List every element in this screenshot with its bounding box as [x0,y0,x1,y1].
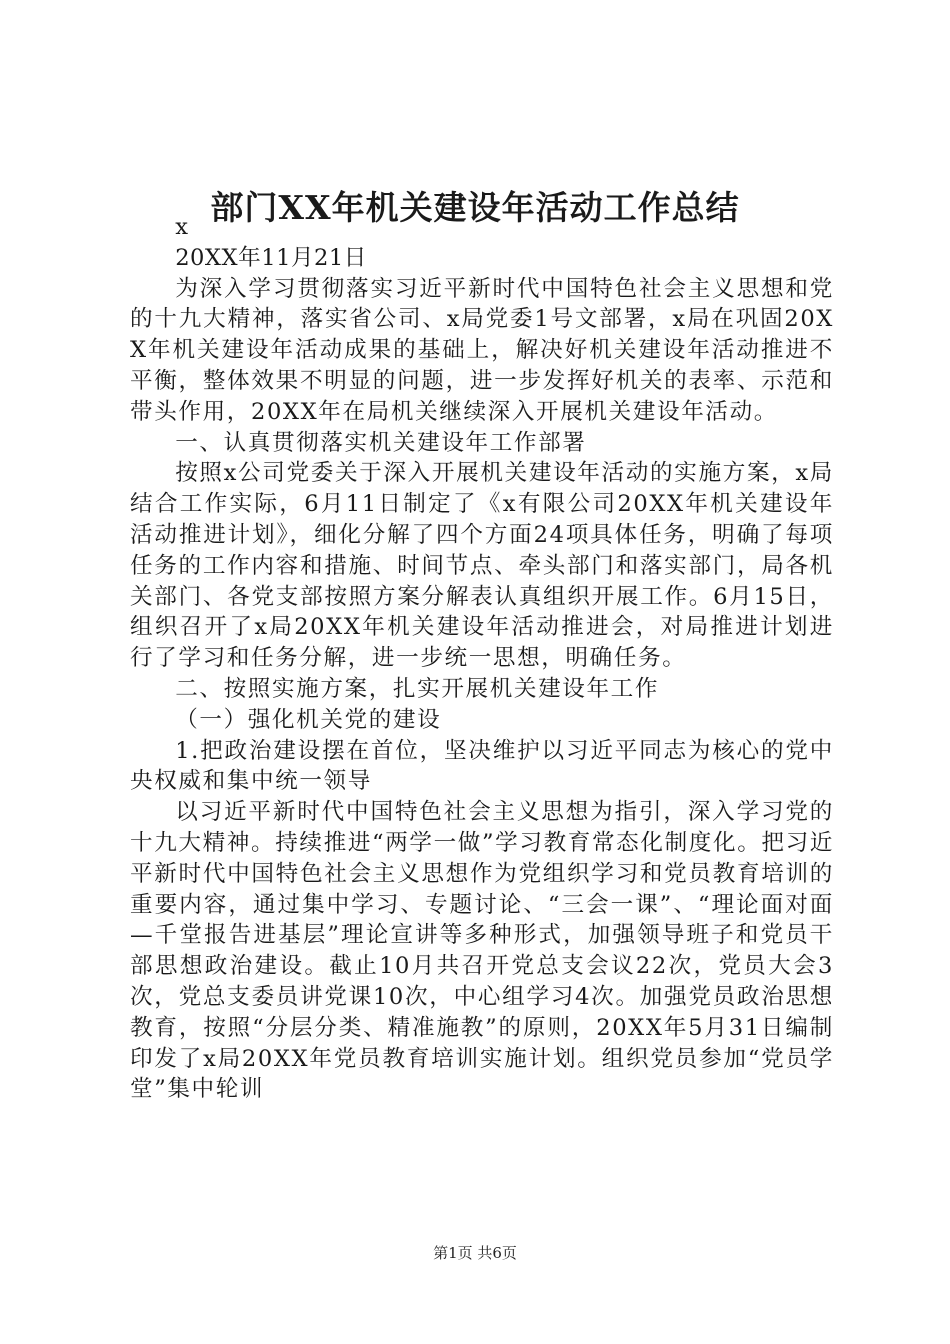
document-title: 部门XX年机关建设年活动工作总结 [210,188,740,227]
paragraph-political-building: 以习近平新时代中国特色社会主义思想为指引，深入学习党的十九大精神。持续推进“两学一做”学习教育常态化制度化。把习近平新时代中国特色社会主义思想作为党组织学习和党员教育培训的重要内容，通过集中学习、专题讨论、“三会一课”、“理论面对面—千堂报告进基层”理论宣讲等多种形式，加强领导班子和党员干部思想政治建设。截止10月共召开党总支会议22次，党员大会3次，党总支委员讲党课10次，中心组学习4次。加强党员政治思想教育，按照“分层分类、精准施教”的原则，20XX年5月31日编制印发了x局20XX年党员教育培训实施计划。组织党员参加“党员学堂”集中轮训 [130,799,834,1103]
paragraph-deployment: 按照x公司党委关于深入开展机关建设年活动的实施方案，x局结合工作实际，6月11日制定了《x有限公司20XX年机关建设年活动推进计划》，细化分解了四个方面24项具体任务，明确了每项任务的工作内容和措施、时间节点、牵头部门和落实部门，局各机关部门、各党支部按照方案分解表认真组织开展工作。6月15日，组织召开了x局20XX年机关建设年活动推进会，对局推进计划进行了学习和任务分解，进一步统一思想，明确任务。 [130,460,834,672]
section-heading-2: 二、按照实施方案，扎实开展机关建设年工作 [175,675,660,702]
author-line: x [175,214,189,240]
page-footer: 第1页 共6页 [433,1244,517,1262]
date-line: 20XX年11月21日 [175,244,367,271]
section-heading-1: 一、认真贯彻落实机关建设年工作部署 [175,429,587,456]
document-body [130,212,834,1105]
paragraph-intro: 为深入学习贯彻落实习近平新时代中国特色社会主义思想和党的十九大精神，落实省公司、x局党委1号文部署，x局在巩固20XX年机关建设年活动成果的基础上，解决好机关建设年活动推进不平衡，整体效果不明显的问题，进一步发挥好机关的表率、示范和带头作用，20XX年在局机关继续深入开展机关建设年活动。 [130,275,834,425]
item-heading-1: 1.把政治建设摆在首位，坚决维护以习近平同志为核心的党中央权威和集中统一领导 [130,737,834,795]
subsection-heading-1: （一）强化机关党的建设 [175,706,442,733]
